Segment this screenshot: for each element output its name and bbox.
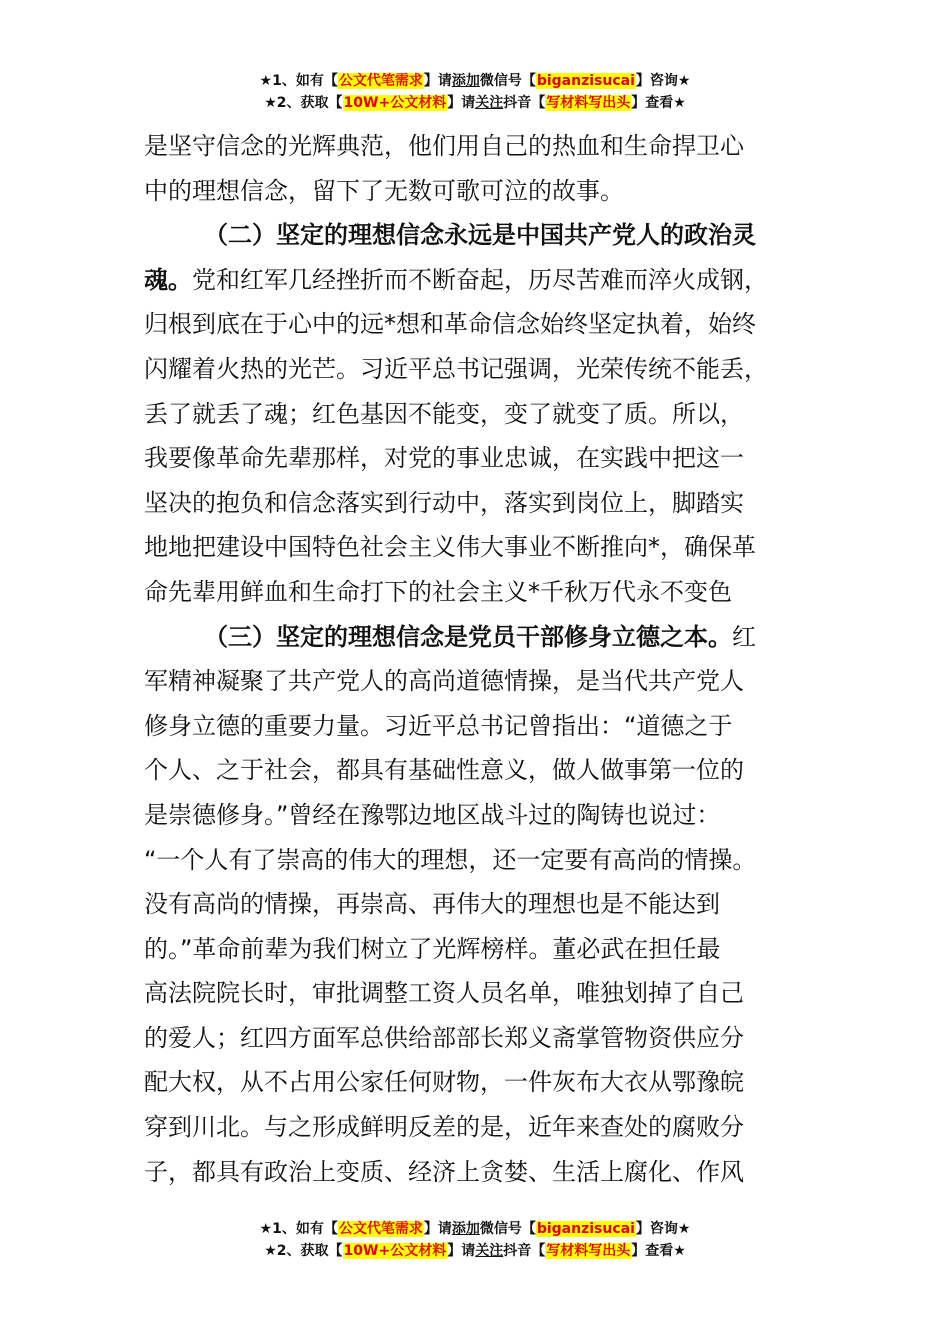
banner-text: 】请 xyxy=(423,73,452,89)
body-line: 命先辈用鲜血和生命打下的社会主义*千秋万代永不变色 xyxy=(144,577,732,606)
highlight-text: 10W+公文材料 xyxy=(343,95,447,111)
banner-text: 微信号【 xyxy=(479,73,536,89)
body-line: 配大权，从不占用公家任何财物，一件灰布大衣从鄂豫皖 xyxy=(144,1068,744,1097)
header-banner xyxy=(0,70,950,114)
body-line: 个人、之于社会，都具有基础性意义，做人做事第一位的 xyxy=(144,756,744,785)
body-line xyxy=(144,258,804,303)
highlight-text: 公文代笔需求 xyxy=(338,73,423,89)
body-line: 归根到底在于心中的远*想和革命信念始终坚定执着，始终 xyxy=(144,310,756,339)
wechat-id: biganzisucai xyxy=(536,73,635,89)
body-line: 没有高尚的情操，再崇高、再伟大的理想也是不能达到 xyxy=(144,890,720,919)
body-line: “一个人有了崇高的伟大的理想，还一定要有高尚的情操。 xyxy=(144,845,757,874)
body-line: 坚决的抱负和信念落实到行动中，落实到岗位上，脚踏实 xyxy=(144,488,744,517)
body-line: 穿到川北。与之形成鲜明反差的是，近年来查处的腐败分 xyxy=(144,1113,744,1142)
body-line: 闪耀着火热的光芒。习近平总书记强调，光荣传统不能丢， xyxy=(144,354,768,383)
banner-text: 】查看★ xyxy=(631,95,686,111)
banner-text: 抖音【 xyxy=(503,1243,546,1259)
banner-line-1 xyxy=(0,70,950,92)
highlight-text: 公文代笔需求 xyxy=(338,1221,423,1237)
douyin-account: 写材料写出头 xyxy=(546,95,631,111)
body-line: 的。”革命前辈为我们树立了光辉榜样。董必武在担任最 xyxy=(144,934,721,963)
body-line xyxy=(144,615,804,660)
underlined-text: 添加 xyxy=(451,1221,480,1237)
banner-text: 微信号【 xyxy=(479,1221,536,1237)
banner-text: 】咨询★ xyxy=(635,73,691,89)
body-text: 红 xyxy=(732,622,756,651)
douyin-account: 写材料写出头 xyxy=(546,1243,631,1259)
banner-text: 】请 xyxy=(447,1243,476,1259)
banner-text: 】请 xyxy=(423,1221,452,1237)
wechat-id: biganzisucai xyxy=(536,1221,635,1237)
banner-line-2 xyxy=(0,92,950,114)
banner-text: 1、如有【 xyxy=(272,1221,338,1237)
banner-text: 2、获取【 xyxy=(276,95,343,111)
banner-line-1 xyxy=(0,1218,950,1240)
underlined-text: 添加 xyxy=(451,73,480,89)
body-line: 丢了就丢了魂；红色基因不能变，变了就变了质。所以， xyxy=(144,399,744,428)
body-line: 子，都具有政治上变质、经济上贪婪、生活上腐化、作风 xyxy=(144,1157,744,1186)
underlined-text: 关注 xyxy=(475,1243,504,1259)
body-line: 是崇德修身。”曾经在豫鄂边地区战斗过的陶铸也说过： xyxy=(144,800,721,829)
banner-line-2 xyxy=(0,1240,950,1262)
body-line: 中的理想信念，留下了无数可歌可泣的故事。 xyxy=(144,176,624,205)
body-line: 修身立德的重要力量。习近平总书记曾指出：“道德之于 xyxy=(144,711,733,740)
body-line: 军精神凝聚了共产党人的高尚道德情操，是当代共产党人 xyxy=(144,667,744,696)
section-heading-2: （二）坚定的理想信念永远是中国共产党人的政治灵 xyxy=(204,221,756,250)
footer-banner xyxy=(0,1218,950,1262)
body-line: 我要像革命先辈那样，对党的事业忠诚，在实践中把这一 xyxy=(144,444,744,473)
body-text: 党和红军几经挫折而不断奋起，历尽苦难而淬火成钢， xyxy=(192,265,768,294)
highlight-text: 10W+公文材料 xyxy=(343,1243,447,1259)
underlined-text: 关注 xyxy=(475,95,504,111)
banner-text: 】查看★ xyxy=(631,1243,686,1259)
body-line: 的爱人；红四方面军总供给部部长郑义斋掌管物资供应分 xyxy=(144,1023,744,1052)
banner-text: 抖音【 xyxy=(503,95,546,111)
section-heading-2-end: 魂。 xyxy=(144,265,192,294)
banner-text: 2、获取【 xyxy=(276,1243,343,1259)
banner-text: 】请 xyxy=(447,95,476,111)
body-line: 地地把建设中国特色社会主义伟大事业不断推向*，确保革 xyxy=(144,533,756,562)
star-icon: ★ xyxy=(264,1243,277,1259)
section-heading-3: （三）坚定的理想信念是党员干部修身立德之本。 xyxy=(204,622,732,651)
body-line: 是坚守信念的光辉典范，他们用自己的热血和生命捍卫心 xyxy=(144,132,744,160)
star-icon: ★ xyxy=(259,73,273,89)
document-body xyxy=(144,124,804,1194)
body-line: 高法院院长时，审批调整工资人员名单，唯独划掉了自己 xyxy=(144,979,744,1008)
banner-text: 】咨询★ xyxy=(635,1221,691,1237)
star-icon: ★ xyxy=(264,95,277,111)
banner-text: 1、如有【 xyxy=(272,73,338,89)
star-icon: ★ xyxy=(259,1221,273,1237)
